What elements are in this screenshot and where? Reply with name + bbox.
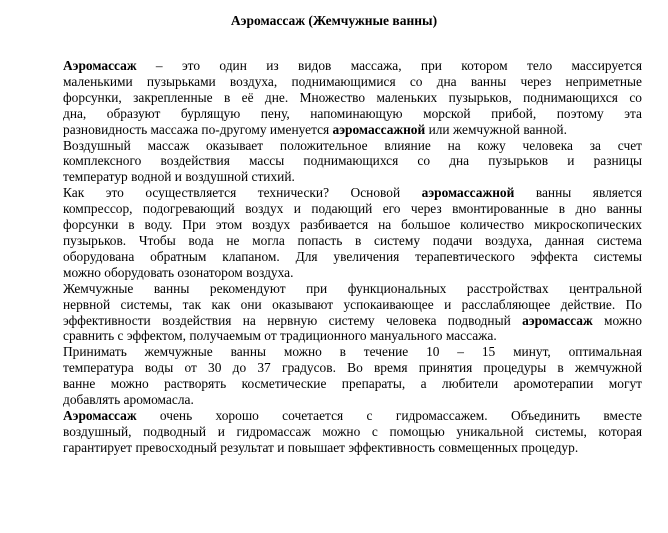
text-line bbox=[63, 58, 642, 74]
text-line bbox=[63, 74, 642, 90]
text-run: Как это осуществляется технически? Основой bbox=[63, 185, 422, 201]
text-run: температура воды от 30 до 37 градусов. Во время принятия процедуры в жемчужной bbox=[63, 360, 642, 376]
text-run: форсунки, закрепленные в её дне. Множество маленьких пузырьков, поднимающихся со bbox=[63, 89, 642, 105]
bold-term: Аэромассаж bbox=[63, 407, 137, 423]
text-run: комплексного воздействия массы поднимающихся со дна пузырьков и разницы bbox=[63, 153, 642, 169]
text-run: дна, образуют бурлящую пену, напоминающую морской прибой, поэтому эта bbox=[63, 105, 642, 121]
document-body bbox=[63, 58, 642, 456]
text-line bbox=[63, 265, 642, 281]
text-run: Воздушный массаж оказывает положительное влияние на кожу человека за счет bbox=[63, 137, 642, 153]
text-line bbox=[63, 106, 642, 122]
text-run: ванне можно растворять косметические препараты, а любители аромотерапии могут bbox=[63, 376, 642, 392]
text-line bbox=[63, 281, 642, 297]
text-line bbox=[63, 313, 642, 329]
text-line bbox=[63, 217, 642, 233]
text-line bbox=[63, 185, 642, 201]
text-run: или жемчужной ванной. bbox=[425, 121, 567, 137]
text-run: температур водной и воздушной стихий. bbox=[63, 169, 295, 185]
bold-term: аэромассажной bbox=[332, 121, 426, 137]
document-title: Аэромассаж (Жемчужные ванны) bbox=[230, 13, 438, 28]
text-line bbox=[63, 169, 642, 185]
text-line bbox=[63, 424, 642, 440]
text-line bbox=[63, 153, 642, 169]
text-line bbox=[63, 249, 642, 265]
text-run: эффективности воздействия на нервную систему человека подводный bbox=[63, 312, 523, 328]
text-run: маленькими пузырьками воздуха, поднимающимися со дна ванны через неприметные bbox=[63, 73, 642, 89]
text-line bbox=[63, 344, 642, 360]
text-run: гарантирует превосходный результат и повышает эффективность совмещенных процедур. bbox=[63, 439, 579, 455]
text-line bbox=[63, 440, 642, 456]
text-run: пузырьков. Чтобы вода не могла попасть в систему подачи воздуха, данная система bbox=[63, 232, 642, 248]
text-run: воздушный, подводный и гидромассаж можно с помощью уникальной системы, которая bbox=[63, 423, 642, 439]
paragraph bbox=[63, 58, 642, 138]
text-run: форсунки в воду. При этом воздух разбивается на большое количество микроскопических bbox=[63, 217, 642, 233]
text-run: можно bbox=[592, 312, 642, 328]
text-run: очень хорошо сочетается с гидромассажем. Объединить вместе bbox=[136, 407, 642, 423]
text-run: добавлять аромомасла. bbox=[63, 392, 194, 408]
text-run: можно оборудовать озонатором воздуха. bbox=[63, 264, 294, 280]
text-line bbox=[63, 408, 642, 424]
text-line bbox=[63, 297, 642, 313]
text-run: нервной системы, так как они оказывают успокаивающее и расслабляющее действие. По bbox=[63, 296, 642, 312]
text-line bbox=[63, 90, 642, 106]
paragraph bbox=[63, 408, 642, 456]
text-line bbox=[63, 328, 642, 344]
text-line bbox=[63, 201, 642, 217]
text-run: компрессор, подогревающий воздух и подающий его через вмонтированные в дно ванны bbox=[63, 201, 642, 217]
paragraph bbox=[63, 344, 642, 408]
text-run: Жемчужные ванны рекомендуют при функциональных расстройствах центральной bbox=[63, 280, 642, 296]
bold-term: аэромассажной bbox=[421, 185, 515, 201]
text-line bbox=[63, 122, 642, 138]
text-line bbox=[63, 233, 642, 249]
text-run: разновидность массажа по-другому именуется bbox=[63, 121, 333, 137]
paragraph bbox=[63, 185, 642, 280]
paragraph bbox=[63, 138, 642, 186]
text-run: сравнить с эффектом, получаемым от традиционного мануального массажа. bbox=[63, 328, 497, 344]
paragraph bbox=[63, 281, 642, 345]
text-run: – это один из видов массажа, при котором тело массируется bbox=[136, 58, 642, 73]
text-run: Принимать жемчужные ванны можно в течение 10 – 15 минут, оптимальная bbox=[63, 344, 642, 360]
text-line bbox=[63, 138, 642, 154]
bold-term: аэромассаж bbox=[522, 312, 593, 328]
text-run: ванны является bbox=[514, 185, 642, 201]
text-line bbox=[63, 360, 642, 376]
bold-term: Аэромассаж bbox=[63, 58, 137, 73]
text-line bbox=[63, 392, 642, 408]
text-line bbox=[63, 376, 642, 392]
text-run: оборудована обратным клапаном. Для увеличения терапевтического эффекта системы bbox=[63, 248, 642, 264]
